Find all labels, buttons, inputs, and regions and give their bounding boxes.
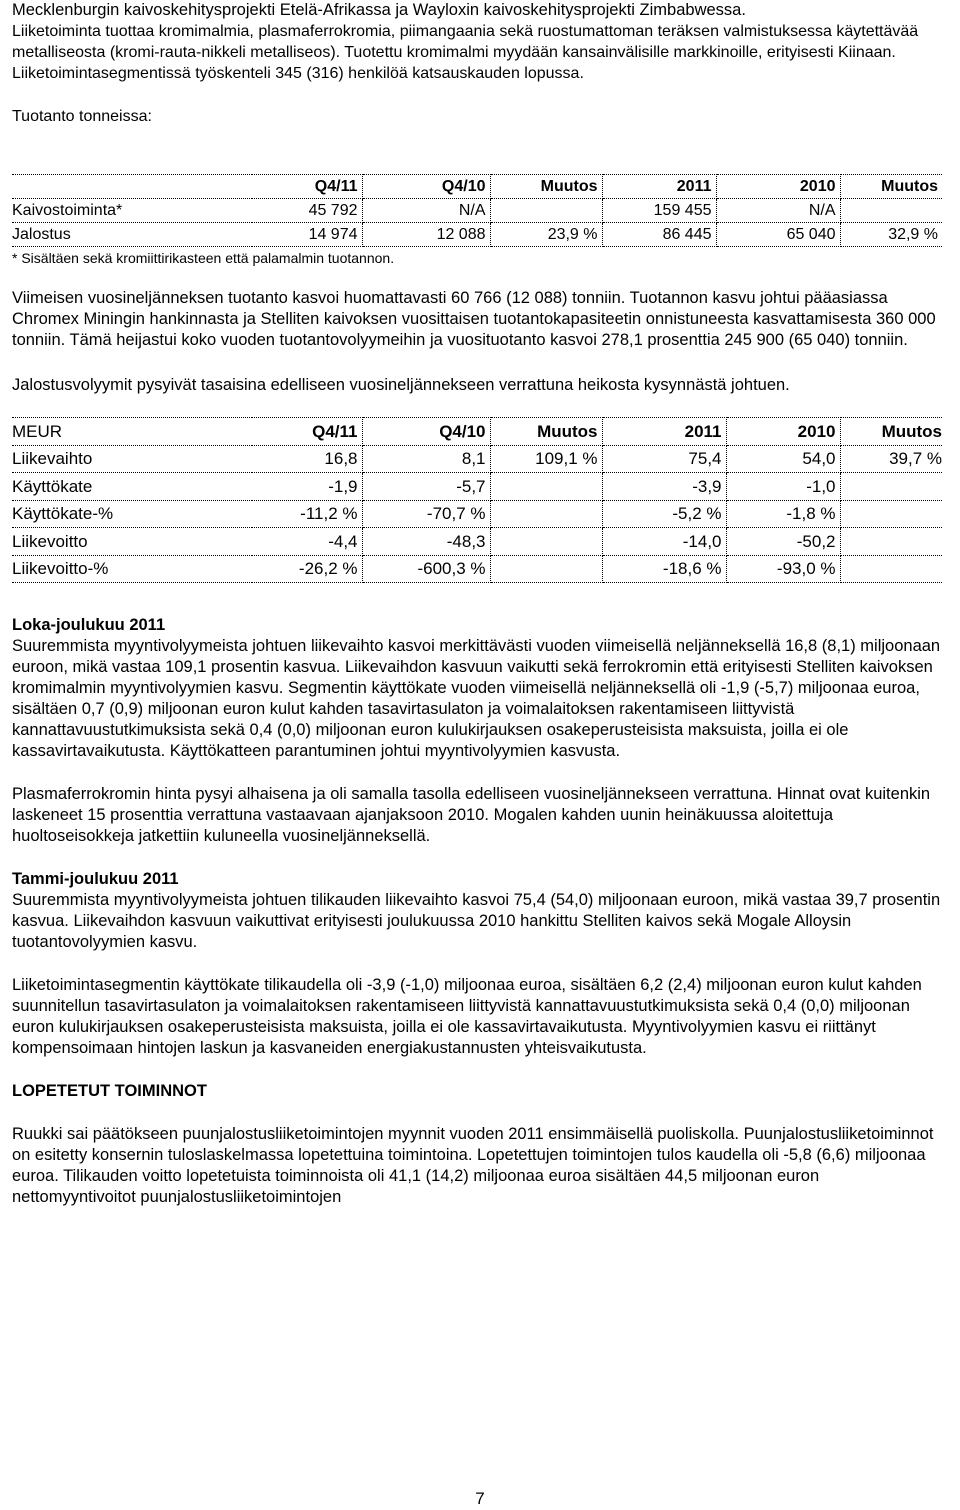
financials-cell: -70,7 % <box>362 500 490 528</box>
processing-paragraph: Jalostusvolyymit pysyivät tasaisina edelliseen vuosineljännekseen verrattuna heikosta kysynnästä johtuen. <box>12 376 790 394</box>
financials-cell: Käyttökate-% <box>12 500 252 528</box>
year-heading: Tammi-joulukuu 2011 <box>12 870 179 888</box>
production-cell: Jalostus <box>12 223 252 247</box>
financials-cell: 39,7 % <box>840 445 942 473</box>
financials-header-2011: 2011 <box>602 418 726 446</box>
table-row <box>12 500 942 528</box>
financials-cell: -1,0 <box>726 473 840 501</box>
financials-cell <box>840 473 942 501</box>
production-cell: N/A <box>362 199 490 223</box>
production-cell <box>840 199 942 223</box>
production-header-2011: 2011 <box>602 175 716 199</box>
intro-paragraph: Liiketoiminta tuottaa kromimalmia, plasmaferrokromia, piimangaania sekä ruostumattoman teräksen valmistuksessa käytettävää metalliseosta (kromi-rauta-nikkeli metalliseos). Tuotettu kromimalmi myydään kansainvälisille markkinoille, erityisesti Kiinaan. Liiketoimintasegmentissä työskenteli 345 (316) henkilöä katsauskauden lopussa. <box>12 23 919 82</box>
production-footnote: * Sisältäen sekä kromiittirikasteen että palamalmin tuotannon. <box>12 250 395 266</box>
financials-cell: -26,2 % <box>252 555 362 583</box>
production-header-q411: Q4/11 <box>252 175 362 199</box>
year-paragraph-1: Suuremmista myyntivolyymeista johtuen tilikauden liikevaihto kasvoi 75,4 (54,0) miljoonaan euroon, mikä vastaa 39,7 prosentin kasvua. Liikevaihdon kasvuun vaikuttivat erityisesti joulukuussa 2010 hankittu Stelliten kaivos sekä Mogale Alloysin tuotantovolyymien kasvu. <box>12 891 941 951</box>
financials-cell: -14,0 <box>602 528 726 556</box>
financials-cell: -11,2 % <box>252 500 362 528</box>
financials-cell <box>840 555 942 583</box>
financials-cell: -1,9 <box>252 473 362 501</box>
financials-cell: Käyttökate <box>12 473 252 501</box>
production-cell: N/A <box>716 199 840 223</box>
financials-cell: -600,3 % <box>362 555 490 583</box>
financials-cell: Liikevaihto <box>12 445 252 473</box>
financials-header-q410: Q4/10 <box>362 418 490 446</box>
production-header-change-y: Muutos <box>840 175 942 199</box>
intro-first-line: Mecklenburgin kaivoskehitysprojekti Etelä-Afrikassa ja Wayloxin kaivoskehitysprojekti Zimbabwessa. <box>12 1 746 19</box>
financials-cell: -48,3 <box>362 528 490 556</box>
financials-header-change-q: Muutos <box>490 418 602 446</box>
financials-cell: 109,1 % <box>490 445 602 473</box>
production-header-label <box>12 175 252 199</box>
financials-cell <box>840 500 942 528</box>
financials-cell: -93,0 % <box>726 555 840 583</box>
financials-cell: -18,6 % <box>602 555 726 583</box>
financials-header-q411: Q4/11 <box>252 418 362 446</box>
production-cell: 45 792 <box>252 199 362 223</box>
table-row <box>12 473 942 501</box>
production-cell <box>490 199 602 223</box>
production-header-2010: 2010 <box>716 175 840 199</box>
q4-heading: Loka-joulukuu 2011 <box>12 616 166 634</box>
table-row <box>12 223 942 247</box>
page-number: 7 <box>475 1489 485 1508</box>
financials-cell: 16,8 <box>252 445 362 473</box>
financials-cell: 54,0 <box>726 445 840 473</box>
production-caption: Tuotanto tonneissa: <box>12 108 152 125</box>
financials-cell: -5,2 % <box>602 500 726 528</box>
financials-cell: Liikevoitto-% <box>12 555 252 583</box>
financials-cell: -1,8 % <box>726 500 840 528</box>
financials-table <box>12 417 942 583</box>
production-cell: 65 040 <box>716 223 840 247</box>
financials-cell <box>490 555 602 583</box>
document-page <box>12 0 942 1208</box>
financials-header-change-y: Muutos <box>840 418 942 446</box>
production-header-change-q: Muutos <box>490 175 602 199</box>
table-row <box>12 199 942 223</box>
production-cell: 32,9 % <box>840 223 942 247</box>
table-row <box>12 528 942 556</box>
financials-cell: Liikevoitto <box>12 528 252 556</box>
production-cell: 86 445 <box>602 223 716 247</box>
q4-paragraph-2: Plasmaferrokromin hinta pysyi alhaisena ja oli samalla tasolla edelliseen vuosineljännekseen verrattuna. Hinnat ovat kuitenkin laskeneet 15 prosenttia verrattuna vastaavaan ajanjaksoon 2010. Mogalen kahden uunin heinäkuussa aloitettuja huoltoseisokkeja jatkettiin kuluneella vuosineljänneksellä. <box>12 785 931 845</box>
financials-cell <box>490 500 602 528</box>
production-table <box>12 174 942 247</box>
production-cell: 23,9 % <box>490 223 602 247</box>
production-header-q410: Q4/10 <box>362 175 490 199</box>
discontinued-paragraph: Ruukki sai päätökseen puunjalostusliiketoimintojen myynnit vuoden 2011 ensimmäisellä puoliskolla. Puunjalostusliiketoiminnot on esitetty konsernin tuloslaskelmassa lopetettuina toimintoina. Lopetettujen toimintojen tulos kaudella oli -5,8 (6,6) miljoonaa euroa. Tilikauden voitto lopetetuista toiminnoista oli 41,1 (14,2) miljoonaa euroa sisältäen 44,5 miljoonan euron nettomyyntivoitot puunjalostusliiketoimintojen <box>12 1125 934 1206</box>
year-paragraph-2: Liiketoimintasegmentin käyttökate tilikaudella oli -3,9 (-1,0) miljoonaa euroa, sisältäen 6,2 (2,4) miljoonan euron kulut kahden suunnitellun tasavirtasulaton ja voimalaitoksen rakentamiseen liittyvistä kannattavuustutkimuksista sekä 0,4 (0,0) miljoonan euron kulukirjauksen osakeperusteisista maksuista, joilla ei ole kassavirtavaikutusta. Myyntivolyymien kasvu ei riittänyt kompensoimaan hintojen laskun ja kasvaneiden energiakustannusten yhteisvaikutusta. <box>12 976 922 1057</box>
financials-header-meur: MEUR <box>12 418 252 446</box>
table-row <box>12 445 942 473</box>
financials-cell: -3,9 <box>602 473 726 501</box>
financials-cell: 75,4 <box>602 445 726 473</box>
financials-cell <box>490 528 602 556</box>
production-header-row <box>12 175 942 199</box>
discontinued-heading: LOPETETUT TOIMINNOT <box>12 1082 207 1100</box>
q4-paragraph-1: Suuremmista myyntivolyymeista johtuen liikevaihto kasvoi merkittävästi vuoden viimeisellä neljänneksellä 16,8 (8,1) miljoonaan euroon, mikä vastaa 109,1 prosentin kasvua. Liikevaihdon kasvuun vaikutti sekä ferrokromin että erityisesti Stelliten kaivoksen kromimalmin myyntivolyymien kasvu. Segmentin käyttökate vuoden viimeisellä neljänneksellä oli -1,9 (-5,7) miljoonaa euroa, sisältäen 0,7 (0,9) miljoonan euron kulut kahden tasavirtasulaton ja voimalaitoksen rakentamiseen liittyvistä kannattavuustutkimuksista sekä 0,4 (0,0) miljoonan euron kulukirjauksen osakeperusteisista maksuista, joilla ei ole kassavirtavaikutusta. Käyttökatteen parantuminen johtui myyntivolyymien kasvusta. <box>12 637 941 760</box>
financials-cell: -4,4 <box>252 528 362 556</box>
production-cell: 14 974 <box>252 223 362 247</box>
production-cell: Kaivostoiminta* <box>12 199 252 223</box>
financials-cell: 8,1 <box>362 445 490 473</box>
production-paragraph: Viimeisen vuosineljänneksen tuotanto kasvoi huomattavasti 60 766 (12 088) tonniin. Tuotannon kasvu johtui pääasiassa Chromex Miningin hankinnasta ja Stelliten kaivoksen vuosittaisen tuotantokapasiteetin onnistuneesta kasvattamisesta 360 000 tonniin. Tämä heijastui koko vuoden tuotantovolyymeihin ja vuosituotanto kasvoi 278,1 prosenttia 245 900 (65 040) tonniin. <box>12 289 936 349</box>
financials-header-row <box>12 418 942 446</box>
financials-header-2010: 2010 <box>726 418 840 446</box>
financials-cell: -50,2 <box>726 528 840 556</box>
production-cell: 12 088 <box>362 223 490 247</box>
financials-cell <box>490 473 602 501</box>
table-row <box>12 555 942 583</box>
financials-cell: -5,7 <box>362 473 490 501</box>
production-cell: 159 455 <box>602 199 716 223</box>
financials-cell <box>840 528 942 556</box>
